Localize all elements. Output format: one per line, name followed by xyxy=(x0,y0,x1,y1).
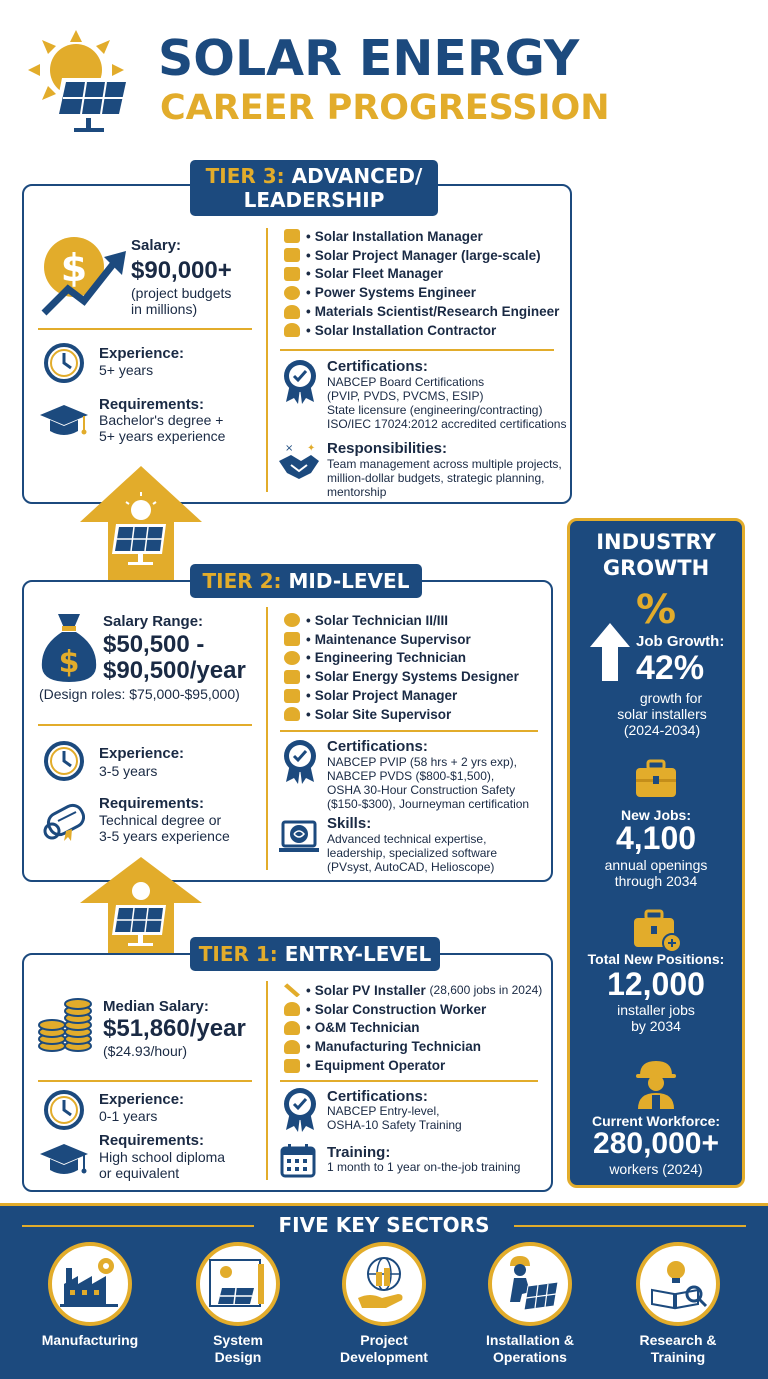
tier2-salary-label: Salary Range: xyxy=(103,613,204,630)
list-item: • O&M Technician xyxy=(284,1019,542,1038)
role-icon xyxy=(284,1021,300,1035)
certification-badge-icon xyxy=(282,738,318,784)
tier3-experience-value: 5+ years xyxy=(99,362,154,378)
list-item: • Engineering Technician xyxy=(284,649,519,668)
tier3-salary-note1: (project budgets xyxy=(131,285,232,301)
tier1-cert-line: OSHA-10 Safety Training xyxy=(327,1118,462,1132)
sectors-title: FIVE KEY SECTORS xyxy=(278,1213,490,1237)
tier1-experience-label: Experience: xyxy=(99,1091,185,1108)
tier2-skills-label: Skills: xyxy=(327,815,372,832)
role-icon xyxy=(284,323,300,337)
sector-label: Project Development xyxy=(340,1332,428,1365)
svg-text:$: $ xyxy=(60,246,88,290)
tier2-skills-line: Advanced technical expertise, xyxy=(327,832,487,846)
tier2-experience-label: Experience: xyxy=(99,745,185,762)
role-icon xyxy=(284,670,300,684)
workforce-note: workers (2024) xyxy=(609,1161,703,1177)
list-item: • Solar Construction Worker xyxy=(284,1000,542,1019)
money-bag-icon xyxy=(38,610,100,684)
tier2-cert-line: ($150-$300), Journeyman certification xyxy=(327,797,530,811)
tier3-cert-line: State licensure (engineering/contracting) xyxy=(327,403,543,417)
tier2-skills-line: leadership, specialized software xyxy=(327,846,498,860)
tier1-requirements-line1: High school diploma xyxy=(99,1149,226,1165)
list-item: • Equipment Operator xyxy=(284,1056,542,1075)
role-icon xyxy=(284,983,300,997)
sector-label: System Design xyxy=(213,1332,263,1365)
sector-label: Installation & Operations xyxy=(486,1332,574,1365)
list-item: • Solar Installation Manager xyxy=(284,227,559,246)
worker-hardhat-icon xyxy=(634,1057,678,1109)
graduation-cap-icon xyxy=(38,1140,90,1180)
divider xyxy=(514,1225,746,1227)
tier3-resp-line: mentorship xyxy=(327,485,387,499)
tier3-salary-value: $90,000+ xyxy=(131,257,232,284)
tier3-salary-label: Salary: xyxy=(131,237,182,254)
role-icon xyxy=(284,267,300,281)
list-item: • Manufacturing Technician xyxy=(284,1037,542,1056)
list-item: • Solar Technician II/III xyxy=(284,611,519,630)
tier3-requirements-line2: 5+ years experience xyxy=(99,428,226,444)
role-icon xyxy=(284,286,300,300)
sidebar-title: INDUSTRY GROWTH xyxy=(596,530,716,580)
tier3-cert-line: (PVIP, PVDS, PVCMS, ESIP) xyxy=(327,389,484,403)
graduation-cap-icon xyxy=(38,401,90,441)
salary-growth-icon xyxy=(38,233,130,317)
globe-hand-icon xyxy=(346,1246,422,1322)
up-arrow-icon xyxy=(590,623,630,681)
sector-system-design xyxy=(196,1242,280,1326)
tier1-tag xyxy=(190,937,440,971)
svg-text:✦: ✦ xyxy=(307,443,316,454)
list-item: • Maintenance Supervisor xyxy=(284,630,519,649)
page-title: SOLAR ENERGY xyxy=(158,30,580,87)
worker-panel-icon xyxy=(492,1246,568,1322)
tier1-certifications-label: Certifications: xyxy=(327,1088,428,1105)
total-positions-note: installer jobs by 2034 xyxy=(617,1002,695,1034)
tier3-certifications-label: Certifications: xyxy=(327,358,428,375)
sectors-footer xyxy=(0,1203,768,1379)
list-item: • Solar Project Manager (large-scale) xyxy=(284,246,559,265)
tier3-salary-note2: in millions) xyxy=(131,301,198,317)
research-icon xyxy=(640,1246,716,1322)
svg-text:×: × xyxy=(285,443,294,454)
tier1-roles-list xyxy=(284,981,542,1075)
tier2-salary-value2: $90,500/year xyxy=(103,657,246,684)
tier1-salary-value: $51,860/year xyxy=(103,1015,246,1042)
list-item: • Power Systems Engineer xyxy=(284,283,559,302)
job-growth-label: Job Growth: xyxy=(636,633,725,650)
job-growth-value: 42% xyxy=(636,649,705,687)
clock-icon xyxy=(42,1088,86,1132)
tier2-tag-rest: MID-LEVEL xyxy=(288,569,410,593)
role-icon xyxy=(284,1059,300,1073)
list-item: • Solar Energy Systems Designer xyxy=(284,667,519,686)
list-item: • Solar Site Supervisor xyxy=(284,705,519,724)
industry-growth-panel xyxy=(567,518,745,1188)
tier3-requirements-line1: Bachelor's degree + xyxy=(99,412,224,428)
tier3-roles-list xyxy=(284,227,559,340)
tier1-salary-label: Median Salary: xyxy=(103,998,209,1015)
tier1-salary-note: ($24.93/hour) xyxy=(103,1043,188,1059)
tier2-requirements-line2: 3-5 years experience xyxy=(99,828,230,844)
role-icon xyxy=(284,707,300,721)
tier3-cert-line: ISO/IEC 17024:2012 accredited certifications xyxy=(327,417,567,431)
list-item: • Solar Fleet Manager xyxy=(284,265,559,284)
tier2-requirements-label: Requirements: xyxy=(99,795,205,812)
role-icon xyxy=(284,613,300,627)
tier1-experience-value: 0-1 years xyxy=(99,1108,158,1124)
role-icon xyxy=(284,689,300,703)
briefcase-icon xyxy=(634,759,678,799)
briefcase-plus-icon xyxy=(632,909,682,953)
tier2-cert-line: NABCEP PVDS ($800-$1,500), xyxy=(327,769,495,783)
clock-icon xyxy=(42,341,86,385)
handshake-icon xyxy=(277,441,321,483)
factory-icon xyxy=(52,1246,128,1322)
tier1-requirements-line2: or equivalent xyxy=(99,1165,180,1181)
tier2-requirements-line1: Technical degree or xyxy=(99,812,222,828)
tier3-resp-line: million-dollar budgets, strategic planning, xyxy=(327,471,545,485)
certification-badge-icon xyxy=(282,1086,318,1132)
role-icon xyxy=(284,305,300,319)
percent-icon: % xyxy=(635,587,677,633)
role-icon xyxy=(284,651,300,665)
role-icon xyxy=(284,632,300,646)
role-icon xyxy=(284,229,300,243)
blueprint-icon xyxy=(200,1246,276,1322)
tier1-training-value: 1 month to 1 year on-the-job training xyxy=(327,1160,521,1174)
divider xyxy=(22,1225,254,1227)
sector-project-development xyxy=(342,1242,426,1326)
sector-label: Manufacturing xyxy=(41,1332,139,1348)
tier1-requirements-label: Requirements: xyxy=(99,1132,205,1149)
tier3-cert-line: NABCEP Board Certifications xyxy=(327,375,485,389)
tier2-roles-list xyxy=(284,611,519,724)
tier3-resp-line: Team management across multiple projects, xyxy=(327,457,562,471)
sun-panel-logo-icon xyxy=(22,22,140,134)
tier2-cert-line: OSHA 30-Hour Construction Safety xyxy=(327,783,516,797)
total-positions-label: Total New Positions: xyxy=(587,951,725,967)
sector-manufacturing xyxy=(48,1242,132,1326)
role-icon xyxy=(284,248,300,262)
tier2-skills-line: (PVsyst, AutoCAD, Helioscope) xyxy=(327,860,495,874)
tier3-tag-rest2: LEADERSHIP xyxy=(243,188,385,212)
list-item: • Materials Scientist/Research Engineer xyxy=(284,302,559,321)
tier2-salary-note: (Design roles: $75,000-$95,000) xyxy=(39,686,240,702)
tier3-tag-rest1: ADVANCED/ xyxy=(291,164,423,188)
tier3-tag-prefix: TIER 3: xyxy=(205,164,285,188)
certification-badge-icon xyxy=(282,358,318,404)
workforce-value: 280,000+ xyxy=(593,1127,719,1160)
coin-stack-icon xyxy=(36,996,96,1054)
sector-research-training xyxy=(636,1242,720,1326)
tier3-responsibilities-label: Responsibilities: xyxy=(327,440,448,457)
tier1-tag-rest: ENTRY-LEVEL xyxy=(284,942,432,966)
tier3-experience-label: Experience: xyxy=(99,345,185,362)
workforce-label: Current Workforce: xyxy=(591,1113,721,1129)
list-item: • Solar PV Installer (28,600 jobs in 2024) xyxy=(284,981,542,1000)
role-icon xyxy=(284,1002,300,1016)
job-growth-note: growth for solar installers (2024-2034) xyxy=(617,690,707,738)
tier2-tag-prefix: TIER 2: xyxy=(202,569,282,593)
new-jobs-value: 4,100 xyxy=(615,820,697,856)
new-jobs-label: New Jobs: xyxy=(620,807,691,823)
list-item: • Solar Installation Contractor xyxy=(284,321,559,340)
up-arrow-solar-icon xyxy=(78,462,204,582)
svg-text:$: $ xyxy=(58,645,80,680)
tier2-salary-value1: $50,500 - xyxy=(103,631,205,658)
tier1-training-label: Training: xyxy=(327,1144,391,1161)
tier2-tag xyxy=(190,564,422,598)
list-item: • Solar Project Manager xyxy=(284,686,519,705)
page-subtitle: CAREER PROGRESSION xyxy=(160,88,610,128)
sector-installation-operations xyxy=(488,1242,572,1326)
role-icon xyxy=(284,1040,300,1054)
tier1-tag-prefix: TIER 1: xyxy=(198,942,278,966)
sector-label: Research & Training xyxy=(639,1332,717,1365)
tier2-certifications-label: Certifications: xyxy=(327,738,428,755)
diploma-scroll-icon xyxy=(38,799,90,843)
calendar-icon xyxy=(280,1142,316,1178)
clock-icon xyxy=(42,739,86,783)
new-jobs-note: annual openings through 2034 xyxy=(604,857,708,889)
up-arrow-solar-icon xyxy=(78,855,204,955)
brain-laptop-icon xyxy=(277,816,321,860)
tier2-experience-value: 3-5 years xyxy=(99,763,158,779)
tier3-requirements-label: Requirements: xyxy=(99,396,205,413)
total-positions-value: 12,000 xyxy=(607,966,705,1002)
tier3-tag xyxy=(190,160,438,216)
tier2-cert-line: NABCEP PVIP (58 hrs + 2 yrs exp), xyxy=(327,755,517,769)
tier1-cert-line: NABCEP Entry-level, xyxy=(327,1104,440,1118)
